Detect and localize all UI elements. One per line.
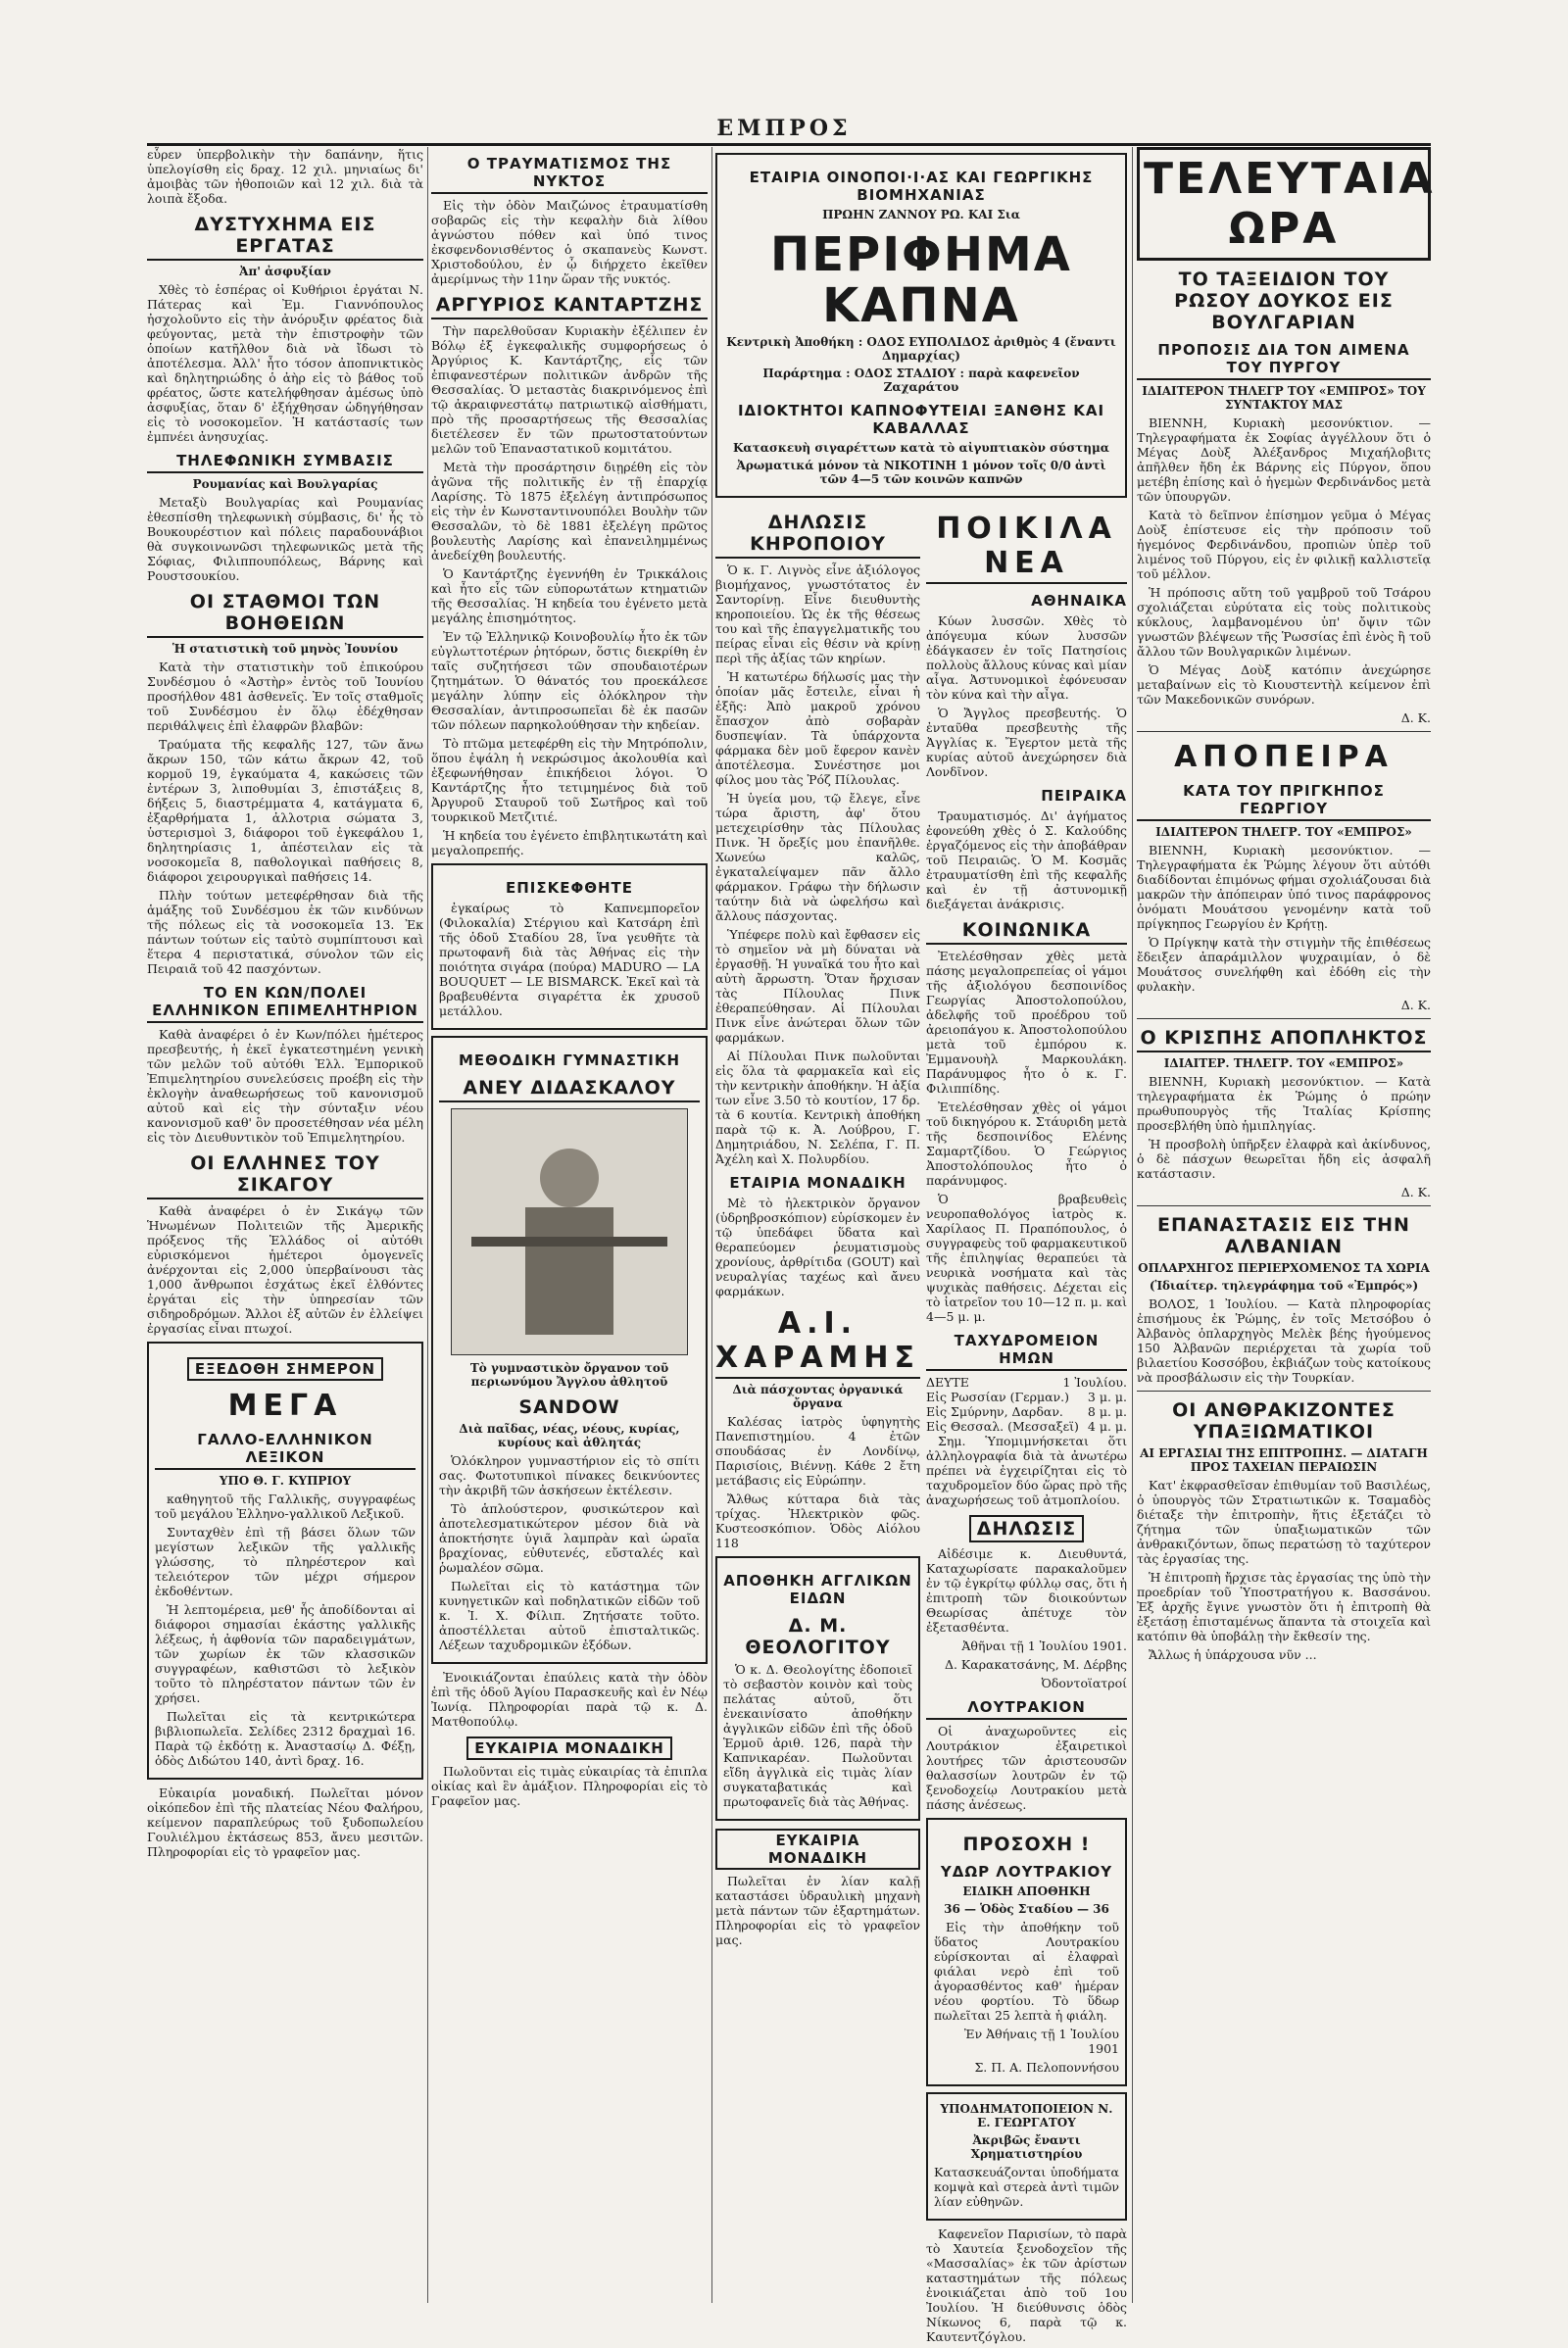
article-text: Ὑπέφερε πολὺ καὶ ἔφθασεν εἰς τὸ σημεῖον νὰ μὴ δύναται νὰ ἐργασθῇ. Ἡ γυναῖκά του ἦτο καὶ αὐτὴ ἄρρωστη. Ὅταν ἤρχισαν τὰς Πίλουλας Πινκ ἐθεραπεύθησαν. Αἱ Πίλουλαι Πινκ εἶνε ἀνώτεραι ὅλων τῶν φαρμάκων. (715, 927, 920, 1045)
column-3-right (926, 504, 1127, 2348)
subheadline: ΑΙ ΕΡΓΑΣΙΑΙ ΤΗΣ ΕΠΙΤΡΟΠΗΣ. — ΔΙΑΤΑΓΗ ΠΡΟΣ ΤΑΧΕΙΑΝ ΠΕΡΑΙΩΣΙΝ (1140, 1446, 1428, 1474)
divider (1137, 1018, 1431, 1019)
column-3 (715, 147, 1127, 2344)
banner-line: Κατασκευὴ σιγαρέττων κατὰ τὸ αἰγυπτιακὸν σύστημα (733, 441, 1109, 455)
headline: ΑΠΟΠΕΙΡΑ (1174, 740, 1394, 774)
column-3-left (715, 504, 920, 2348)
ad-text: Εἰς τὴν ἀποθήκην τοῦ ὕδατος Λουτρακίου εὑρίσκονται αἱ ἐλαφραὶ φιάλαι νερὸ ἐπὶ τοῦ ἀγορασθέντος καθ' ἡμέραν νέου φορτίου. Τὸ ὕδωρ πωλεῖται 25 λεπτὰ ἡ φιάλη. (934, 1920, 1119, 2023)
article-text: Ὁ Πρίγκηψ κατὰ τὴν στιγμὴν τῆς ἐπιθέσεως ἔδειξεν ἀπαράμιλλον ψυχραιμίαν, ὁ δὲ Μουάτσος συνελήφθη καὶ ἐδόθη εἰς τὴν φυλακὴν. (1137, 935, 1431, 994)
headline-text: ΕΥΚΑΙΡΙΑ ΜΟΝΑΔΙΚΗ (466, 1737, 672, 1760)
article-text: Χθὲς τὸ ἑσπέρας οἱ Κυθήριοι ἐργάται Ν. Πάτερας καὶ Ἐμ. Γιαννόπουλος ἠσχολοῦντο εἰς τὴν ἀνόρυξιν φρέατος διὰ φεύγοντας, μετὰ τὴν ἐπιστροφὴν τῶν ὁποίων κατῆλθον διὰ νὰ ἴδωσι τὸ ἀποτέλεσμα. Ἀλλ' ἦτο τόσον ἀποπνικτικὸς καὶ δηλητηριώδης ὁ ἀὴρ εἰς τὸ βάθος τοῦ φρέατος, ὥστε κατελήφθησαν ἀμέσως ὑπὸ ἀσφυξίας, ὅταν δ' ἐξήχθησαν ὡδηγήθησαν εἰς τὸ νοσοκομεῖον. Ἡ κατάστασίς των ἐμπνέει ἀνησυχίας. (147, 282, 423, 444)
article-text: Ἡ ὑγεία μου, τῷ ἔλεγε, εἶνε τώρα ἄριστη, ἀφ' ὅτου μετεχειρίσθην τὰς Πίλουλας Πινκ. Ἡ ὄρεξίς μου ἐπανῆλθε. Χωνεύω καλῶς, ἐγκαταλείψαμεν πᾶν ἄλλο φάρμακον. Γράφω τὴν δήλωσιν ταύτην διὰ νὰ ὠφελήσω καὶ ἄλλους πάσχοντας. (715, 791, 920, 923)
article-text: Κατὰ τὴν στατιστικὴν τοῦ ἐπικούρου Συνδέσμου ὁ «Ἀστὴρ» ἐντὸς τοῦ Ἰουνίου προσήλθον 481 ἀσθενεῖς. Ἐν τοῖς σταθμοῖς τοῦ Συνδέσμου ἐν ὅλῳ ἐδέχθησαν περιθάλψεις ἐπὶ ἐλαφρῶν βλαβῶν: (147, 660, 423, 733)
article-text: Ἡ κατωτέρω δήλωσίς μας τὴν ὁποίαν μᾶς ἔστειλε, εἶναι ἡ ἑξῆς: Ἀπὸ μακροῦ χρόνου ἔπασχον ἀπὸ σοβαρὰν δυσπεψίαν. Τὰ ὑπάρχοντα φάρμακα δὲν μοῦ ἔφερον κανὲν ἀποτέλεσμα. Συνέστησε μοι φίλος μου τὰς Ῥόζ Πίλουλας. (715, 669, 920, 787)
ad-text: Κατασκευάζονται ὑποδήματα κομψὰ καὶ στερεὰ ἀντὶ τιμῶν λίαν εὐθηνῶν. (934, 2165, 1119, 2209)
ad-title: ΥΠΟΔΗΜΑΤΟΠΟΙΕΙΟΝ Ν. Ε. ΓΕΩΡΓΑΤΟΥ (940, 2102, 1113, 2129)
divider (1137, 731, 1431, 732)
gymnast-illustration (451, 1108, 688, 1355)
masthead: ΕΜΠΡΟΣ (716, 116, 852, 141)
ad-title: ΓΑΛΛΟ-ΕΛΛΗΝΙΚΟΝ ΛΕΞΙΚΟΝ (155, 1431, 416, 1470)
mail-date: 1 Ἰουλίου. (1062, 1375, 1127, 1390)
classified-text: Εὐκαιρία μοναδική. Πωλεῖται μόνον οἰκόπεδον ἐπὶ τῆς πλατείας Νέου Φαλήρου, κείμενον παραπλεύρως τοῦ ξυδοπωλείου Γουλιέλμου ἐκτάσεως 853, ἄνευ μεσιτῶν. Πληροφορίαι εἰς τὸ γραφεῖον μας. (147, 1785, 423, 1859)
headline: Ο ΤΡΑΥΜΑΤΙΣΜΟΣ ΤΗΣ ΝΥΚΤΟΣ (431, 155, 708, 194)
article-text: Κατ' ἐκφρασθεῖσαν ἐπιθυμίαν τοῦ Βασιλέως, ὁ ὑπουργὸς τῶν Στρατιωτικῶν κ. Τσαμαδὸς διέταξε τὴν ἐπιτροπὴν, ἥτις ἐξετάζει τὸ ζήτημα τῶν ὑπαξιωματικῶν τῶν ἀνθρακιζόντων, ὅπως περατώσῃ τὸ ταχύτερον τὰς ἐργασίας της. (1137, 1478, 1431, 1566)
mail-destination: Εἰς Σμύρνην, Δαρδαν. (926, 1404, 1063, 1419)
article-text: Καθὰ ἀναφέρει ὁ ἐν Σικάγῳ τῶν Ἡνωμένων Πολιτειῶν τῆς Ἀμερικῆς πρόξενος τῆς Ἑλλάδος οἱ αὐτόθι εὐρισκόμενοι ἡμέτεροι ὁμογενεῖς ἀνέρχονται εἰς 2,000 ὑπερβαίνουσι τὰς 1,000 ἄνθρωποι ἐσχάτως ἐκεῖ ἐλθόντες ἐργάται εἰς τὴν ὑπηρεσίαν τῶν σιδηροδρόμων. Ἄλλοι ἐξ αὐτῶν ἐν ἐλλείψει ἐργασίας εἶναι πτωχοί. (147, 1203, 423, 1336)
headline (926, 1515, 1127, 1542)
advertisement (147, 1342, 423, 1780)
signature: Σ. Π. Α. Πελοποννήσου (974, 2060, 1119, 2075)
subheadline: ΠΕΙΡΑΙΚΑ (1041, 787, 1127, 805)
dispatch-tag: ΙΔΙΑΙΤΕΡ. ΤΗΛΕΓΡ. ΤΟΥ «ΕΜΠΡΟΣ» (1163, 1056, 1404, 1070)
column-1 (147, 147, 423, 2303)
headline: ΤΑΧΥΔΡΟΜΕΙΟΝ ΗΜΩΝ (926, 1332, 1127, 1371)
ad-title: ΕΠΙΣΚΕΦΘΗΤΕ (505, 879, 634, 897)
article-text: εὗρεν ὑπερβολικὴν τὴν δαπάνην, ἥτις ὑπελογίσθη εἰς δραχ. 12 χιλ. μηνιαίως δι' ἀμοιβὰς τῶν ἠθοποιῶν καὶ 12 χιλ. διὰ τὰ λοιπὰ ἔξοδα. (147, 147, 423, 206)
headline: ΤΟ ΕΝ ΚΩΝ/ΠΟΛΕΙ ΕΛΛΗΝΙΚΟΝ ΕΠΙΜΕΛΗΤΗΡΙΟΝ (147, 984, 423, 1023)
ad-title: ΑΠΟΘΗΚΗ ΑΓΓΛΙΚΩΝ ΕΙΔΩΝ (723, 1572, 912, 1607)
headline: ΔΥΣΤΥΧΗΜΑ ΕΙΣ ΕΡΓΑΤΑΣ (147, 214, 423, 261)
headline: ΕΤΑΙΡΙΑ ΜΟΝΑΔΙΚΗ (729, 1174, 906, 1192)
ad-text: Ὁ κ. Δ. Θεολογίτης ἐδοποιεῖ τὸ σεβαστὸν κοινὸν καὶ τοὺς πελάτας αὐτοῦ, ὅτι ἐνεκαινίσατο ἀποθήκην ἀγγλικῶν εἰδῶν ἐπὶ τῆς ὁδοῦ Ἑρμοῦ ἀριθ. 126, παρὰ τὴν Καπνικαρέαν. Πωλοῦνται εἴδη ἀγγλικὰ εἰς τιμὰς λίαν συγκαταβατικάς καὶ πρωτοφανεῖς διὰ τὰς Ἀθήνας. (723, 1662, 912, 1809)
signature: Δ. Κ. (1400, 1185, 1431, 1199)
banner-line: ΠΡΩΗΝ ΖΑΝΝΟΥ ΡΩ. ΚΑΙ Σια (822, 208, 1020, 221)
classified-text: Πωλοῦνται εἰς τιμὰς εὐκαιρίας τὰ ἐπιπλα οἰκίας καὶ ἓν ἀμάξιον. Πληροφορίαι εἰς τὸ Γραφεῖον μας. (431, 1764, 708, 1808)
article-text: Κύων λυσσῶν. Χθὲς τὸ ἀπόγευμα κύων λυσσῶν ἐδάγκασεν ἐν τοῖς Πατησίοις πολλοὺς ἄλλους κύνας καὶ μίαν αἶγα. Ἀστυνομικοὶ ἐφόνευσαν τὸν κύνα καὶ τὴν αἶγα. (926, 613, 1127, 702)
headline: ΛΟΥΤΡΑΚΙΟΝ (926, 1698, 1127, 1720)
ad-text: καθηγητοῦ τῆς Γαλλικῆς, συγγραφέως τοῦ μεγάλου Ἑλληνο-γαλλικοῦ Λεξικοῦ. (155, 1492, 416, 1521)
classified-text: Ἐνοικιάζονται ἐπαύλεις κατὰ τὴν ὁδὸν ἐπὶ τῆς ὁδοῦ Ἁγίου Παρασκευῆς καὶ ἐν Νέῳ Ἰωνίᾳ. Πληροφορίαι παρὰ τῷ κ. Δ. Ματθοπούλῳ. (431, 1670, 708, 1729)
signature: Ὀδοντοϊατροί (1041, 1676, 1127, 1690)
article-text: ΒΙΕΝΝΗ, Κυριακὴ μεσονύκτιον. — Κατὰ τηλεγραφήματα ἐκ Ῥώμης ὁ πρώην πρωθυπουργὸς τῆς Ἰταλίας Κρίσπης προσεβλήθη ὑπὸ ἡμιπληγίας. (1137, 1074, 1431, 1133)
article-text: Ἡ κηδεία του ἐγένετο ἐπιβλητικωτάτη καὶ μεγαλοπρεπής. (431, 828, 708, 857)
divider (1137, 1205, 1431, 1206)
subheadline: ΠΡΟΠΟΣΙΣ ΔΙΑ ΤΟΝ ΑΙΜΕΝΑ ΤΟΥ ΠΥΡΓΟΥ (1137, 341, 1431, 380)
subheadline: Ἡ στατιστικὴ τοῦ μηνὸς Ἰουνίου (172, 642, 399, 656)
article-text: Ὁ βραβευθεὶς νευροπαθολόγος ἰατρὸς κ. Χαρίλαος Π. Πραπόπουλος, ὁ συγγραφεὺς τοῦ φαρμακευτικοῦ τῆς ἐπιληψίας θεραπεύει τὰ νευρικὰ νοσήματα καὶ τὰς ψυχικὰς παθήσεις. Δέχεται εἰς τὸ ἰατρεῖον του 10—12 π. μ. καὶ 4—5 μ. μ. (926, 1192, 1127, 1324)
article-text: Ἡ πρόποσις αὕτη τοῦ γαμβροῦ τοῦ Τσάρου σχολιάζεται εὐρύτατα εἰς τοὺς πολιτικοὺς κύκλους, λαμβανομένου ὑπ' ὄψιν τῶν γνωστῶν βλέψεων τῆς Ῥωσσίας ἐπὶ ἑνὸς ἢ τοῦ ἄλλου τῶν Βουλγαρικῶν λιμένων. (1137, 585, 1431, 659)
headline: Ο ΚΡΙΣΠΗΣ ΑΠΟΠΛΗΚΤΟΣ (1137, 1027, 1431, 1052)
column-4 (1137, 147, 1436, 2303)
ad-kicker (155, 1357, 416, 1381)
ad-text: Τὸ ἁπλούστερον, φυσικώτερον καὶ ἀποτελεσματικώτερον μέσον διὰ νὰ ἀποκτήσητε ὑγιᾶ λαμπρὰν καὶ ὡραῖα βραχίονας, εὐθυτενές, εὔσταλές καὶ ῥωμαλέον σῶμα. (439, 1501, 700, 1575)
mail-day: ΔΕΥΤΕ (926, 1375, 969, 1390)
article-text: ΒΙΕΝΝΗ, Κυριακὴ μεσονύκτιον. — Τηλεγραφήματα ἐκ Σοφίας ἀγγέλλουν ὅτι ὁ Μέγας Δοὺξ Ἀλέξανδρος Μιχαήλοβιτς ἀπῆλθεν ἤδη ἐκ Βάρνης εἰς Πύργον, ὅπου μετέβη ἐπίσης καὶ ὁ ἡγεμὼν Φερδινάνδος μετὰ τῶν ὑπουργῶν. (1137, 416, 1431, 504)
banner-line: ΙΔΙΟΚΤΗΤΟΙ ΚΑΠΝΟΦΥΤΕΙΑΙ ΞΑΝΘΗΣ ΚΑΙ ΚΑΒΑΛΛΑΣ (737, 402, 1105, 437)
ad-title: ΜΕΘΟΔΙΚΗ ΓΥΜΝΑΣΤΙΚΗ (458, 1052, 680, 1069)
illustration-head (540, 1149, 599, 1207)
ad-subtitle: ΕΙΔΙΚΗ ΑΠΟΘΗΚΗ (962, 1884, 1091, 1898)
column-rule (427, 147, 428, 2303)
advertisement (926, 2092, 1127, 2221)
ad-text: Συνταχθὲν ἐπὶ τῇ βάσει ὅλων τῶν μεγίστων λεξικῶν τῆς γαλλικῆς γλώσσης, τὸ πληρέστερον καὶ τελειότερον τῶν μέχρι σήμερον ἐκδοθέντων. (155, 1525, 416, 1598)
ad-title: ΑΝΕΥ ΔΙΔΑΣΚΑΛΟΥ (439, 1077, 700, 1102)
ad-text: Καλέσας ἰατρὸς ὑφηγητὴς Πανεπιστημίου. 4 ἐτῶν σπουδάσας ἐν Λονδίνῳ, Παρισίοις, Βιέννῃ. Κάθε 2 ἔτη μετάβασις εἰς Εὐρώπην. (715, 1414, 920, 1488)
ad-text: Ὁλόκληρον γυμναστήριον εἰς τὸ σπίτι σας. Φωτοτυπικοὶ πίνακες δεικνύοντες τὴν ἀκριβῆ τῶν ἀσκήσεων ἐκτέλεσιν. (439, 1453, 700, 1497)
mail-destination: Εἰς Θεσσαλ. (Μεσσαξεϊ) (926, 1419, 1079, 1434)
banner-line: Ἀρωματικά μόνον τὰ ΝΙΚΟΤΙΝΗ 1 μόνον τοῖς 0/0 ἀντὶ τῶν 4—5 τῶν κοινῶν καπνῶν (736, 459, 1106, 486)
subheadline: Ρουμανίας καὶ Βουλγαρίας (192, 477, 378, 491)
signature: Δ. Καρακατσάνης, Μ. Δέρβης (944, 1657, 1127, 1672)
headline: ΤΟ ΤΑΞΕΙΔΙΟΝ ΤΟΥ ΡΩΣΟΥ ΔΟΥΚΟΣ ΕΙΣ ΒΟΥΛΓΑΡΙΑΝ (1174, 269, 1394, 333)
ad-title: ΥΔΩΡ ΛΟΥΤΡΑΚΙΟΥ (940, 1863, 1113, 1881)
mail-time: 3 μ. μ. (1087, 1390, 1127, 1404)
headline (715, 1829, 920, 1870)
article-text: Ὁ κ. Γ. Λιγνὸς εἶνε ἀξιόλογος βιομήχανος, γνωστότατος ἐν Σαντορίνῃ. Εἶνε διευθυντὴς κηροποιείου. Ὡς ἐκ τῆς θέσεως του καὶ τῆς ἐπαγγελματικῆς του πείρας εἶναι εἰς θέσιν νὰ κρίνῃ περὶ τῆς ἀξίας τῶν κηρίων. (715, 563, 920, 665)
ad-title: ΠΡΟΣΟΧΗ ! (962, 1834, 1091, 1855)
subheadline: ΟΠΛΑΡΧΗΓΟΣ ΠΕΡΙΕΡΧΟΜΕΝΟΣ ΤΑ ΧΩΡΙΑ (1138, 1261, 1430, 1275)
article-text: Σημ. Ὑπομιμνήσκεται ὅτι ἀλληλογραφία διὰ τὰ ἀνωτέρω πρέπει νὰ ἐγχειρίζηται εἰς τὸ ταχυδρομεῖον δύο ὥρας πρὸ τῆς ἀναχωρήσεως τοῦ ἀτμοπλοίου. (926, 1434, 1127, 1507)
mail-time: 8 μ. μ. (1087, 1404, 1127, 1419)
headline: ΑΡΓΥΡΙΟΣ ΚΑΝΤΑΡΤΖΗΣ (431, 294, 708, 319)
column-rule (1132, 147, 1133, 2303)
ad-title: Α.Ι. ΧΑΡΑΜΗΣ (715, 1306, 920, 1379)
ad-text: Πωλεῖται εἰς τὸ κατάστημα τῶν κυνηγετικῶν καὶ ποδηλατικῶν εἰδῶν τοῦ κ. Ἰ. Χ. Φίλιπ. Ζητήσατε τοῦτο. ἀποστέλλεται αὐτοῦ ἐπισταλτικῶς. Λέξεων ταχυδρομικῶν ἐξόδων. (439, 1579, 700, 1652)
article-text: ΒΙΕΝΝΗ, Κυριακὴ μεσονύκτιον. — Τηλεγραφήματα ἐκ Ῥώμης λέγουν ὅτι αὐτόθι διαδίδονται ἐπιμόνως φήμαι σχολιάζουσαι διὰ μακρῶν τὴν ἀπόπειραν ὑπό τινος παράφρονος ὀνόματι Μουάτσου γενομένην κατὰ τοῦ πρίγκηπος Γεωργίου ἐν Κρήτῃ. (1137, 843, 1431, 931)
subheadline: ΑΘΗΝΑΙΚΑ (1031, 592, 1127, 610)
headline: ΟΙ ΣΤΑΘΜΟΙ ΤΩΝ ΒΟΗΘΕΙΩΝ (147, 591, 423, 638)
article-text: Μεταξὺ Βουλγαρίας καὶ Ρουμανίας ἐθεσπίσθη τηλεφωνικὴ σύμβασις, δι' ἧς τὸ Βουκουρέστιον καὶ πόλεις παραδουνάβιοι θὰ συγκοινωνῶσι τηλεφωνικῶς μετὰ τῆς Σόφιας, Φιλιππουπόλεως, Βάρνης καὶ Ρουστσουκίου. (147, 495, 423, 583)
advertisement (431, 1036, 708, 1664)
article-text: Αἰδέσιμε κ. Διευθυντά, Καταχωρίσατε παρακαλοῦμεν ἐν τῷ ἐγκρίτῳ φύλλῳ σας, ὅτι ἡ ἐπιτροπὴ τῶν διοικούντων Θεωρίσας ἀπέτυχε τὸν ἐξετασθέντα. (926, 1546, 1127, 1635)
ad-title: ΜΕΓΑ (227, 1389, 343, 1423)
article-text: Ἐτελέσθησαν χθὲς μετὰ πάσης μεγαλοπρεπείας οἱ γάμοι τῆς ἀξιολόγου δεσποινίδος Γεωργίας Ἀποστολοπούλου, ἀδελφῆς τοῦ προέδρου τοῦ ἀρειοπάγου κ. Ἀποστολοπούλου μετὰ τοῦ ἐμπόρου κ. Ἐμμανουὴλ Μαρκουλάκη. Παράνυμφος ἦτο ὁ κ. Γ. Φιλιππίδης. (926, 949, 1127, 1096)
article-text: Ἐτελέσθησαν χθὲς οἱ γάμοι τοῦ δικηγόρου κ. Στάυριδη μετὰ τῆς δεσποινίδος Ελένης Σαμαρτζίδου. Ὁ Γεώργιος Ἀποστολόπουλος ἦτο ὁ παράνυμφος. (926, 1100, 1127, 1188)
top-rule (147, 143, 1431, 146)
article-text: Ὁ Καντάρτζης ἐγεννήθη ἐν Τρικκάλοις καὶ ἦτο εἷς τῶν εὐπορωτάτων κτηματιῶν τῆς Θεσσαλίας. Ἡ κηδεία του ἐγένετο μετὰ μεγάλης ἐπισημότητος. (431, 566, 708, 625)
signature: Δ. Κ. (1400, 710, 1431, 725)
subheadline: Ἀπ' ἀσφυξίαν (239, 265, 331, 278)
classified-text: Πωλεῖται ἐν λίαν καλῇ καταστάσει ὑδραυλικὴ μηχανὴ μετὰ πάντων τῶν ἐξαρτημάτων. Πληροφορίαι εἰς τὸ γραφεῖον μας. (715, 1874, 920, 1947)
headline: ΔΗΛΩΣΙΣ ΚΗΡΟΠΟΙΟΥ (715, 512, 920, 559)
advertisement (926, 1818, 1127, 2086)
column-3-split (715, 504, 1127, 2348)
ad-subtitle: Ἀκριβῶς ἔναντι Χρηματιστηρίου (970, 2133, 1083, 2161)
article-text: Κατὰ τὸ δεῖπνον ἐπίσημον γεῦμα ὁ Μέγας Δοὺξ ἐπίστευσε εἰς τὴν πρόποσιν τοῦ ἡγεμόνος Φερδινάνδου, προπιὼν ὑπὲρ τοῦ λιμένος τοῦ Πύργου, εἰς ἐν φιλικῇ καλλιστεῖᾳ τοῦ μέλλον. (1137, 508, 1431, 581)
article-text: Μὲ τὸ ἠλεκτρικὸν ὄργανον (ὑδρηβροσκόπιον) εὑρίσκομεν ἐν τῷ ὑπεδάφει ὕδατα καὶ θεραπεύομεν ῥευματισμοὺς χρονίους, ἀρθρίτιδα (GOUT) καὶ νευραλγίας ταχέως καὶ ἄνευ φαρμάκων. (715, 1196, 920, 1298)
caption: Διὰ παῖδας, νέας, νέους, κυρίας, κυρίους καὶ ἀθλητάς (459, 1422, 680, 1449)
dispatch-tag: (Ἰδιαίτερ. τηλεγράφημα τοῦ «Ἐμπρός») (1149, 1279, 1419, 1293)
subheadline: ΚΑΤΑ ΤΟΥ ΠΡΙΓΚΗΠΟΣ ΓΕΩΡΓΙΟΥ (1137, 782, 1431, 821)
article-text: Μετὰ τὴν προσάρτησιν διῃρέθη εἰς τὸν ἀγῶνα τῆς πολιτικῆς ἐν τῇ ἐπαρχίᾳ Λαρίσης. Τὸ 1875 ἐξελέγη ἀντιπρόσωπος εἰς τὴν ἐν Κωνσταντινουπόλει Βουλὴν τῶν Θεσσαλῶν, τὸ δὲ 1881 ἐξελέγη πρῶτος βουλευτὴς Λαρίσης καὶ ἐπανειλημμένως ἀνεδείχθη βουλευτής. (431, 460, 708, 563)
article-text: Εἰς τὴν ὁδὸν Μαιζώνος ἐτραυματίσθη σοβαρῶς εἰς τὴν κεφαλὴν διὰ λίθου ἀγνώστου πόθεν καὶ ὑπό τινος ἐκσφενδονισθέντος ὁ σκαπανεὺς Κωνστ. Χριστοδούλου, ἐν ᾧ διήρχετο ἐκεῖθεν ἀμερίμνως τὴν 11ην ὥραν τῆς νυκτός. (431, 198, 708, 286)
headline (431, 1737, 708, 1760)
dispatch-tag: ΙΔΙΑΙΤΕΡΟΝ ΤΗΛΕΓΡ. ΤΟΥ «ΕΜΠΡΟΣ» (1155, 825, 1412, 839)
mail-header (926, 1375, 1127, 1390)
article-text: Ἐν τῷ Ἑλληνικῷ Κοινοβουλίῳ ἦτο ἐκ τῶν εὐγλωττοτέρων ῥητόρων, ὅστις διεκρίθη ἐν ταῖς συζητήσεσι τῶν σπουδαιοτέρων ζητημάτων. Ὁ θάνατός του προεκάλεσε μεγάλην λύπην εἰς ὁλόκληρον τὴν Θεσσαλίαν, ἀντιπροσωπεῖαι δὲ ἐκ πασῶν τῶν πόλεων παρηκολούθησαν τὴν κηδείαν. (431, 629, 708, 732)
mail-row (926, 1390, 1127, 1404)
banner-line: ΕΤΑΙΡΙΑ ΟΙΝΟΠΟΙ·Ι·ΑΣ ΚΑΙ ΓΕΩΡΓΙΚΗΣ ΒΙΟΜΗΧΑΝΙΑΣ (749, 169, 1094, 204)
signature: Ἐν Ἀθήναις τῇ 1 Ἰουλίου 1901 (963, 2027, 1119, 2056)
article-text: Αἱ Πίλουλαι Πινκ πωλοῦνται εἰς ὅλα τὰ φαρμακεῖα καὶ εἰς τὴν κεντρικὴν ἀποθήκην. Ἡ ἀξία των εἶνε 3.50 τὸ κουτίον, 17 δρ. τὰ 6 κουτία. Κεντρικὴ ἀποθήκη παρὰ τῷ κ. Ἀ. Λούβρου, Γ. Δημητριάδου, Ν. Σελέπα, Γ. Π. Ἀχέλη καὶ Χ. Πολυρδίου. (715, 1049, 920, 1166)
caption: Τὸ γυμναστικὸν ὄργανον τοῦ περιωνύμου Ἄγγλου ἀθλητοῦ (469, 1361, 669, 1389)
headline: ΠΟΙΚΙΛΑ ΝΕΑ (926, 512, 1127, 584)
article-text: Ὁ Μέγας Δοὺξ κατόπιν ἀνεχώρησε μεταβαίνων εἰς τὸ Κιουστεντὴλ κείμενον ἐπὶ τῶν Μακεδονικῶν συνόρων. (1137, 662, 1431, 707)
headline: ΤΗΛΕΦΩΝΙΚΗ ΣΥΜΒΑΣΙΣ (147, 452, 423, 473)
mail-row (926, 1404, 1127, 1419)
mail-row (926, 1419, 1127, 1434)
article-text: Ἡ προσβολὴ ὑπῆρξεν ἐλαφρὰ καὶ ἀκίνδυνος, ὁ δὲ πάσχων θεωρεῖται ἤδη εἰς ἀσφαλῆ κατάστασιν. (1137, 1137, 1431, 1181)
divider (1137, 1391, 1431, 1392)
signature: Ἀθῆναι τῇ 1 Ἰουλίου 1901. (961, 1639, 1127, 1653)
article-text: Ἡ ἐπιτροπὴ ἤρχισε τὰς ἐργασίας της ὑπὸ τὴν προεδρίαν τοῦ Ὑποστρατήγου κ. Βασσάνου. Ἐξ ἀρχῆς ἔγινε γνωστὸν ὅτι ἡ ἐπιτροπὴ θὰ ἐξετάσῃ ἐπισταμένως ἅπαντα τὰ στοιχεῖα καὶ κατόπιν θὰ ὑποβάλῃ τὴν ἔκθεσίν της. (1137, 1570, 1431, 1643)
subheadline: Διὰ πάσχοντας ὀργανικά ὄργανα (732, 1383, 904, 1410)
illustration-body (525, 1207, 613, 1335)
advertisement (431, 863, 708, 1030)
banner-title: ΠΕΡΙΦΗΜΑ ΚΑΠΝΑ (770, 227, 1072, 333)
ad-author: ΥΠΟ Θ. Γ. ΚΥΠΡΙΟΥ (219, 1474, 352, 1488)
mail-time: 4 μ. μ. (1087, 1419, 1127, 1434)
column-2 (431, 147, 708, 2303)
illustration-bar (471, 1237, 667, 1247)
caption: SANDOW (518, 1396, 620, 1418)
article-text: ΒΟΛΟΣ, 1 Ἰουλίου. — Κατὰ πληροφορίας ἐπισήμους ἐκ Ῥώμης, ἐν τοῖς Μετσόβου ὁ Ἀλβανὸς ὁπλαρχηγὸς Μελὲκ βέης ἡγούμενος 150 Ἀλβανῶν περιέρχεται τὰ χωρία τοῦ βιλαετίου Κοσσόβου, ἐκβιάζων τοὺς κατοίκους νὰ προσβάλωσιν εἰς τὴν Τουρκίαν. (1137, 1296, 1431, 1385)
column-rule (711, 147, 712, 2303)
article-text: Τὸ πτῶμα μετεφέρθη εἰς τὴν Μητρόπολιν, ὅπου ἐψάλη ἡ νεκρώσιμος ἀκολουθία καὶ ἐξεφωνήθησαν ἐπικήδειοι λόγοι. Ὁ Καντάρτζης ἦτο τετιμημένος διὰ τοῦ Ἀργυροῦ Σταυροῦ τοῦ Σωτῆρος καὶ τοῦ τουρκικοῦ Μετζιτιέ. (431, 736, 708, 824)
ad-text: Ἄλθως κύτταρα διὰ τὰς τρίχας. Ἠλεκτρικὸν φῶς. Κυστεοσκόπιον. Ὁδὸς Αἰόλου 118 (715, 1492, 920, 1550)
headline: ΟΙ ΕΛΛΗΝΕΣ ΤΟΥ ΣΙΚΑΓΟΥ (147, 1152, 423, 1199)
ad-address: 36 — Ὁδὸς Σταδίου — 36 (944, 1902, 1109, 1916)
headline-text: ΔΗΛΩΣΙΣ (969, 1515, 1085, 1542)
headline: ΕΠΑΝΑΣΤΑΣΙΣ ΕΙΣ ΤΗΝ ΑΛΒΑΝΙΑΝ (1157, 1214, 1410, 1257)
article-text: Οἱ ἀναχωροῦντες εἰς Λουτράκιον ἐξαιρετικοὶ λουτήρες τῶν ἀριστεουσῶν θαλασσίων λουτρῶν ἐν τῷ ξενοδοχείῳ Λουτρακίου μετὰ πάσης ἀνέσεως. (926, 1724, 1127, 1812)
article-text: Ὁ Ἄγγλος πρεσβευτής. Ὁ ἐνταῦθα πρεσβευτὴς τῆς Ἀγγλίας κ. Ἔγερτον μετὰ τῆς κυρίας αὐτοῦ ἀνεχώρησεν διὰ Λονδῖνον. (926, 706, 1127, 779)
article-text: Καθὰ ἀναφέρει ὁ ἐν Κων/πόλει ἡμέτερος πρεσβευτής, ἡ ἐκεῖ ἐγκατεστημένη γενικὴ τῶν μελῶν τοῦ αὐτόθι Ἑλλ. Ἐμπορικοῦ Ἐπιμελητηρίου συνελεύσεις προέβη εἰς τὴν ἐκλογὴν ἀναθεωρήσεως τοῦ κανονισμοῦ αὐτοῦ καὶ εἰς τὴν σύνταξιν νέου κανονισμοῦ καθ' ὃν προσετέθησαν νέα μέλη εἰς τὸν Διευθυντικὸν τοῦ Ἐπιμελητηρίου. (147, 1027, 423, 1145)
headline: ΚΟΙΝΩΝΙΚΑ (926, 919, 1127, 945)
article-text: Πλὴν τούτων μετεφέρθησαν διὰ τῆς ἁμάξης τοῦ Συνδέσμου ἐκ τῶν κινδύνων τῆς πόλεως εἰς τὰ νοσοκομεῖα 13. Ἐκ πάντων τούτων εἰς ταὐτὸ συμπίπτουσι καὶ ἕτερα 4 περιστατικά, σύνολον τῶν εἰς Πειραιᾶ τοῦ 42 πασχόντων. (147, 888, 423, 976)
ad-kicker-text: ΕΞΕΔΟΘΗ ΣΗΜΕΡΟΝ (187, 1357, 383, 1381)
banner-line: Κεντρικὴ Ἀποθήκη : ΟΔΟΣ ΕΥΠΟΛΙΔΟΣ ἀριθμὸς 4 (ἔναντι Δημαρχίας) (726, 335, 1116, 363)
mail-destination: Εἰς Ρωσσίαν (Γερμαν.) (926, 1390, 1069, 1404)
article-text: Τὴν παρελθοῦσαν Κυριακὴν ἐξέλιπεν ἐν Βόλῳ ἐξ ἐγκεφαλικῆς συμφορήσεως ὁ Ἀργύριος Κ. Καντάρτζης, εἷς τῶν ἐπιφανεστέρων πολιτικῶν ἀνδρῶν τῆς Θεσσαλίας. Ὁ μεταστὰς διακρινόμενος ἐπὶ τῷ ἀκραιφνεστάτῳ πατριωτικῷ αἰσθήματι, πρὸ τῆς προσαρτήσεως τῆς Θεσσαλίας διετέλεσεν ἕν τῶν πρωτοστατούντων μελῶν τοῦ Ἐπαναστατικοῦ κομιτάτου. (431, 323, 708, 456)
article-text: Τραυματισμός. Δι' ἀγήματος ἐφονεύθη χθὲς ὁ Σ. Καλούδης ἐργαζόμενος εἰς τὴν ἀποβάθραν τοῦ Πειραιῶς. Ὁ Μ. Κοσμᾶς ἐτραυματίσθη ἐπὶ τῆς κεφαλῆς καὶ ἐν τῇ ἀστυνομικῇ διεξάγεται ἀνάκρισις. (926, 808, 1127, 911)
ad-title: Δ. Μ. ΘΕΟΛΟΓΙΤΟΥ (745, 1615, 891, 1658)
ad-text: Ἡ λεπτομέρεια, μεθ' ἧς ἀποδίδονται αἱ διάφοροι σημασίαι ἑκάστης γαλλικῆς λέξεως, ἡ ἀφθονία τῶν παραδειγμάτων, τῶν χωρίων ἐκ τῶν κλασσικῶν συγγραφέων, καθιστῶσι τὸ λεξικὸν τοῦτο τὸ πληρέστατον πάντων τῶν ἐν χρήσει. (155, 1602, 416, 1705)
tobacco-banner (715, 153, 1127, 498)
dispatch-tag: ΙΔΙΑΙΤΕΡΟΝ ΤΗΛΕΓΡ ΤΟΥ «ΕΜΠΡΟΣ» ΤΟΥ ΣΥΝΤΑΚΤΟΥ ΜΑΣ (1142, 384, 1426, 412)
section-banner: ΤΕΛΕΥΤΑΙΑ ΩΡΑ (1137, 147, 1431, 261)
banner-line: Παράρτημα : ΟΔΟΣ ΣΤΑΔΙΟΥ : παρὰ καφενεῖον Ζαχαράτου (762, 367, 1080, 394)
article-text: Ἄλλως ἡ ὑπάρχουσα νῦν ... (1149, 1647, 1317, 1662)
classified-text: Καφενεῖον Παρισίων, τὸ παρὰ τὸ Χαυτεία ξενοδοχεῖον τῆς «Μασσαλίας» ἐκ τῶν ἀρίστων καταστημάτων τῆς πόλεως ἐνοικιάζεται ἀπὸ τοῦ 1ου Ἰουλίου. Ἡ διεύθυνσις ὁδὸς Νίκωνος 6, παρὰ τῷ κ. Καυτεντζόγλου. (926, 2226, 1127, 2344)
headline-text: ΕΥΚΑΙΡΙΑ ΜΟΝΑΔΙΚΗ (715, 1829, 920, 1870)
ad-text: Πωλεῖται εἰς τὰ κεντρικώτερα βιβλιοπωλεῖα. Σελίδες 2312 δραχμαὶ 16. Παρὰ τῷ ἐκδότῃ κ. Ἀναστασίῳ Δ. Φέξῃ, ὁδὸς Διδώτου 140, ἀντὶ δραχ. 16. (155, 1709, 416, 1768)
advertisement (715, 1556, 920, 1821)
ad-text: ἐγκαίρως τὸ Καπνεμπορεῖον (Φιλοκαλία) Στέργιου καὶ Κατσάρη ἐπὶ τῆς ὁδοῦ Σταδίου 28, ἵνα γευθῆτε τὰ πρωτοφανῆ διὰ τὰς Ἀθήνας εἰς τὴν ποιότητα σιγάρα (πούρα) MADURO — LA BOUQUET — LE BISMARCK. Ἐκεῖ καὶ τὰ βραβευθέντα σιγαρέττα ἐκ χρυσοῦ μετάλλου. (439, 901, 700, 1018)
signature: Δ. Κ. (1400, 998, 1431, 1012)
headline: ΟΙ ΑΝΘΡΑΚΙΖΟΝΤΕΣ ΥΠΑΞΙΩΜΑΤΙΚΟΙ (1172, 1399, 1396, 1443)
article-text: Τραύματα τῆς κεφαλῆς 127, τῶν ἄνω ἄκρων 150, τῶν κάτω ἄκρων 42, τοῦ κορμοῦ 19, ἐγκαύματα 4, κακώσεις τῶν ἐντέρων 3, λιποθυμίαι 3, ἐπιστάξεις 8, δήξεις 5, διαστρέμματα 4, κατάγματα 6, ἐξαρθρήματα 1, ἀλλοτρια σώματα 3, ὑστερισμοὶ 3, διάφοροι τοῦ ἐγκεφάλου 1, δηλητηρίασις 1, ἀπέστειλαν εἰς τὰ νοσοκομεῖα 8, παθολογικαὶ παθήσεις 8, διάφοροι χειρουργικαὶ παθήσεις 14. (147, 737, 423, 884)
